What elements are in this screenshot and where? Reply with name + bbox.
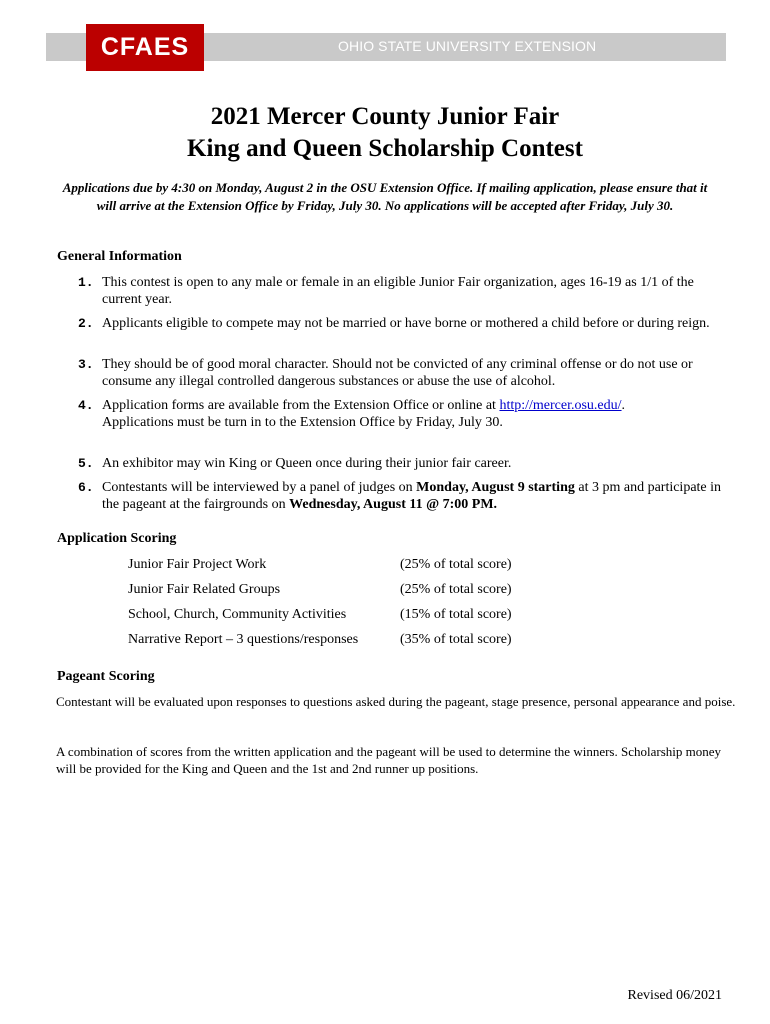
score-value: (25% of total score) — [400, 557, 512, 572]
cfaes-logo: CFAES — [86, 24, 204, 71]
score-label: Junior Fair Related Groups — [128, 582, 281, 597]
mercer-osu-link[interactable]: http://mercer.osu.edu/ — [499, 398, 622, 413]
general-info-heading: General Information — [57, 249, 182, 264]
score-label: Narrative Report – 3 questions/responses — [128, 632, 359, 647]
item-number: 2. — [78, 316, 94, 331]
general-item-5: An exhibitor may win King or Queen once during their junior fair career. — [102, 456, 512, 471]
score-value: (35% of total score) — [400, 632, 512, 647]
pageant-scoring-heading: Pageant Scoring — [57, 669, 155, 684]
intro-notice: Applications due by 4:30 on Monday, August 2 in the OSU Extension Office. If mailing application, please ensure that it will arrive at the Extension Office by Friday, July 30. No applications will be accepted after Friday, July 30. — [62, 180, 708, 213]
score-label: Junior Fair Project Work — [128, 557, 267, 572]
item-number: 4. — [78, 398, 94, 413]
item-number: 1. — [78, 275, 94, 290]
general-item-2: Applicants eligible to compete may not be married or have borne or mothered a child before or during reign. — [102, 316, 710, 331]
item-4-text-a: Application forms are available from the Extension Office or online at — [102, 398, 500, 413]
title-line-1: 2021 Mercer County Junior Fair — [210, 103, 560, 130]
title-line-2: King and Queen Scholarship Contest — [187, 135, 583, 162]
general-item-1: This contest is open to any male or female in an eligible Junior Fair organization, ages 16-19 as 1/1 of the current year. — [102, 275, 694, 307]
pageant-paragraph-2: A combination of scores from the written application and the pageant will be used to determine the winners. Scholarship money will be provided for the King and Queen and the 1st and 2nd runner up positions. — [56, 744, 721, 776]
item-number: 5. — [78, 456, 94, 471]
item-number: 3. — [78, 357, 94, 372]
item-4-text-b: . Applications must be turn in to the Extension Office by Friday, July 30. — [102, 398, 626, 430]
pageant-paragraph-1: Contestant will be evaluated upon responses to questions asked during the pageant, stage presence, personal appearance and poise. — [56, 694, 736, 709]
item-6-text-b: at 3 pm and participate in the pageant at the fairgrounds on — [102, 480, 722, 512]
score-value: (15% of total score) — [400, 607, 512, 622]
application-scoring-heading: Application Scoring — [57, 531, 177, 546]
score-value: (25% of total score) — [400, 582, 512, 597]
revised-date: Revised 06/2021 — [627, 988, 722, 1003]
general-item-4 — [102, 397, 662, 431]
item-6-bold-a: Monday, August 9 starting — [416, 480, 575, 495]
general-item-6 — [102, 479, 732, 513]
general-item-3: They should be of good moral character. Should not be convicted of any criminal offense or do not use or consume any illegal controlled dangerous substances or abuse the use of alcohol. — [102, 357, 693, 389]
banner-text: OHIO STATE UNIVERSITY EXTENSION — [338, 38, 597, 54]
item-number: 6. — [78, 480, 94, 495]
item-6-bold-b: Wednesday, August 11 @ 7:00 PM. — [289, 497, 498, 512]
score-label: School, Church, Community Activities — [128, 607, 347, 622]
item-6-text-a: Contestants will be interviewed by a panel of judges on — [102, 480, 417, 495]
